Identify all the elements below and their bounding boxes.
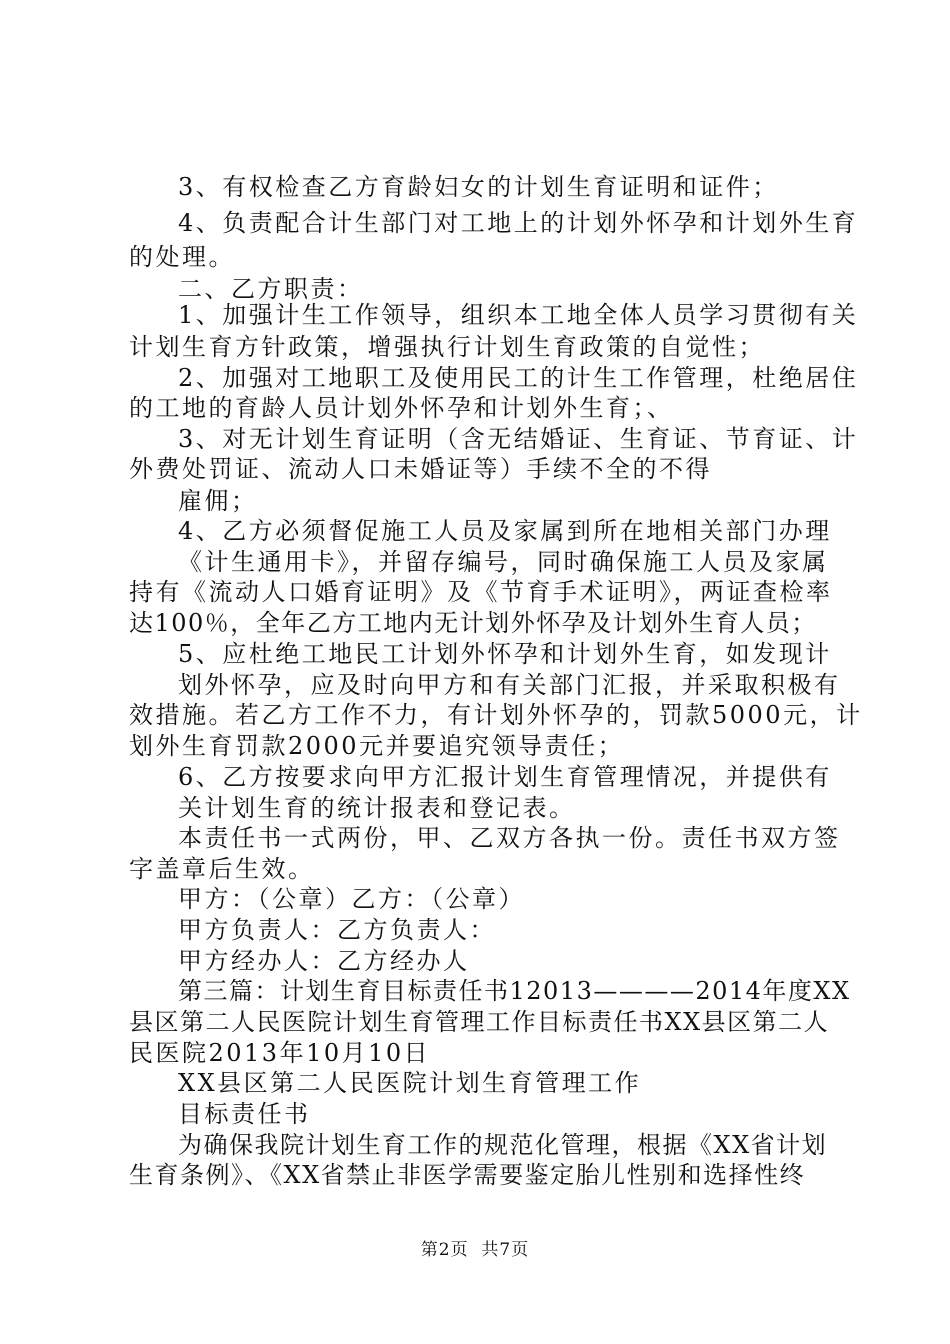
text-line: 4、负责配合计生部门对工地上的计划外怀孕和计划外生育 [178,209,859,237]
signature-line: 甲方经办人：乙方经办人 [178,947,470,975]
text-line: 的处理。 [129,243,235,271]
text-line: 划外怀孕，应及时向甲方和有关部门汇报，并采取积极有 [178,671,841,699]
page-number: 第2页 共7页 [420,1240,530,1260]
text-line: 划外生育罚款2000元并要追究领导责任； [129,732,625,760]
text-line: 外费处罚证、流动人口未婚证等）手续不全的不得 [129,455,712,483]
text-line: 6、乙方按要求向甲方汇报计划生育管理情况，并提供有 [178,763,832,791]
text-line: 4、乙方必须督促施工人员及家属到所在地相关部门办理 [178,517,832,545]
text-line: 计划生育方针政策，增强执行计划生育政策的自觉性； [129,333,765,361]
text-line: XX县区第二人民医院计划生育管理工作 [178,1069,642,1097]
text-line: 效措施。若乙方工作不力，有计划外怀孕的，罚款5000元，计 [129,701,863,729]
signature-line: 甲方负责人：乙方负责人： [178,916,496,944]
text-line: 目标责任书 [178,1100,311,1128]
text-line: 为确保我院计划生育工作的规范化管理，根据《XX省计划 [178,1131,828,1159]
text-line: 3、对无计划生育证明（含无结婚证、生育证、节育证、计 [178,425,859,453]
text-line: 达100％，全年乙方工地内无计划外怀孕及计划外生育人员； [129,609,817,637]
text-line: 第三篇：计划生育目标责任书12013————2014年度XX [178,977,851,1005]
text-line: 生育条例》、《XX省禁止非医学需要鉴定胎儿性别和选择性终 [129,1161,806,1189]
text-line: 关计划生育的统计报表和登记表。 [178,794,576,822]
text-line: 3、有权检查乙方育龄妇女的计划生育证明和证件； [178,173,779,201]
text-line: 《计生通用卡》，并留存编号，同时确保施工人员及家属 [178,548,829,576]
text-line: 本责任书一式两份，甲、乙双方各执一份。责任书双方签 [178,824,841,852]
text-line: 2、加强对工地职工及使用民工的计生工作管理，杜绝居住 [178,364,859,392]
text-line: 1、加强计生工作领导，组织本工地全体人员学习贯彻有关 [178,301,859,329]
text-line: 雇佣； [178,487,258,515]
text-line: 民医院2013年10月10日 [129,1039,431,1067]
text-line: 5、应杜绝工地民工计划外怀孕和计划外生育，如发现计 [178,640,832,668]
text-line: 县区第二人民医院计划生育管理工作目标责任书XX县区第二人 [129,1008,830,1036]
text-line: 的工地的育龄人员计划外怀孕和计划外生育；、 [129,394,674,422]
text-line: 持有《流动人口婚育证明》及《节育手术证明》，两证查检率 [129,578,833,606]
signature-line: 甲方：（公章）乙方：（公章） [178,885,525,913]
text-line: 字盖章后生效。 [129,855,315,883]
section-heading: 二、乙方职责： [178,275,364,303]
